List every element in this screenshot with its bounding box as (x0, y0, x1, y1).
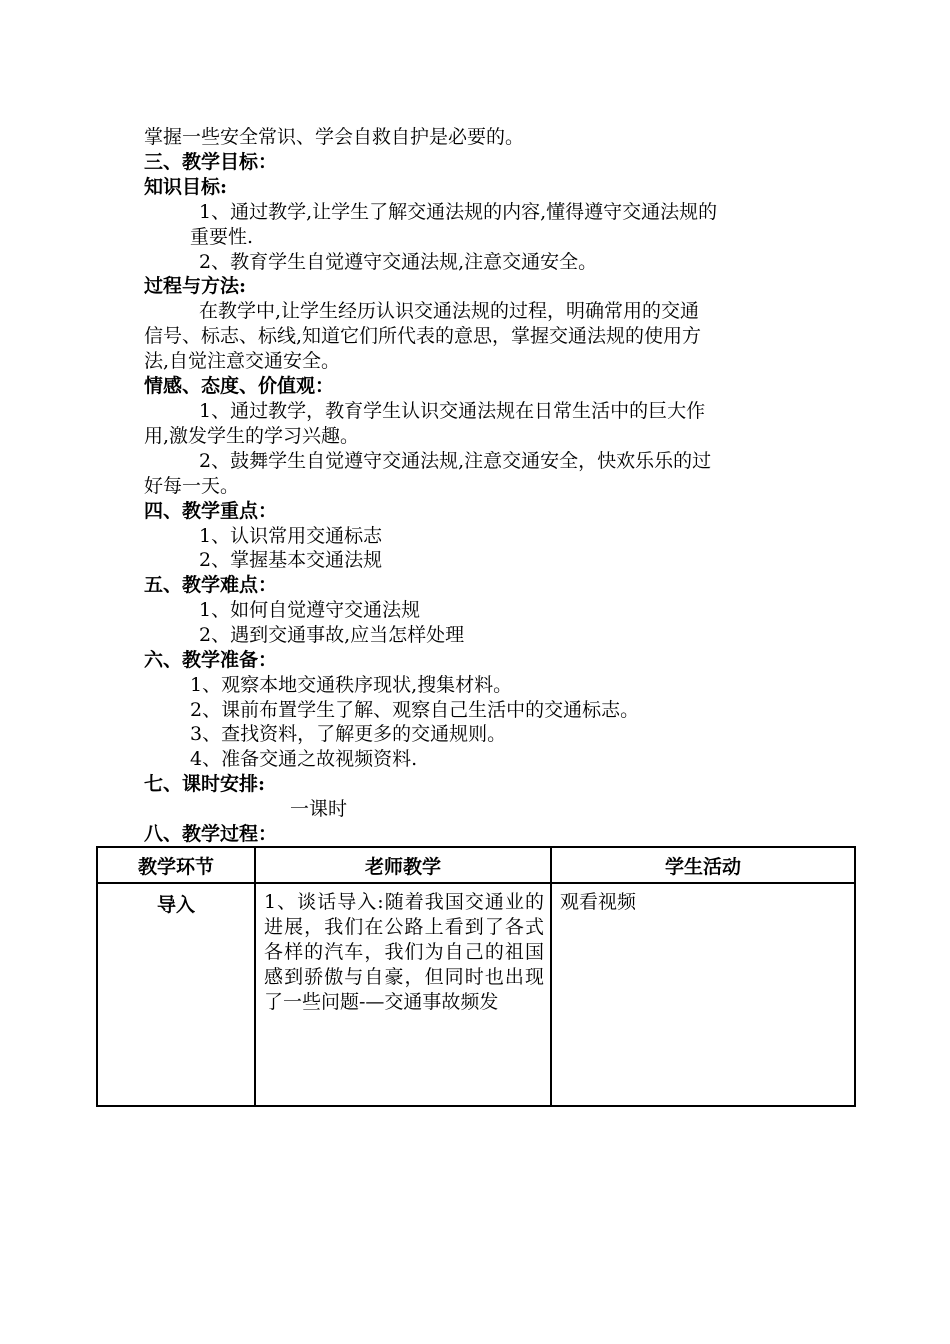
focus-item-2: 2、掌握基本交通法规 (199, 549, 383, 571)
knowledge-goals-heading: 知识目标: (144, 176, 228, 198)
section-3-heading: 三、教学目标： (144, 151, 278, 173)
knowledge-goal-2: 2、教育学生自觉遵守交通法规,注意交通安全。 (199, 251, 598, 273)
difficulty-item-1: 1、如何自觉遵守交通法规 (199, 599, 421, 621)
cell-teacher: 1、谈话导入:随着我国交通业的进展，我们在公路上看到了各式各样的汽车，我们为自己的祖国感到骄傲与自豪，但同时也出现了一些问题-—交通事故频发 (255, 883, 551, 1106)
section-8-heading: 八、教学过程： (144, 823, 278, 845)
focus-item-1: 1、认识常用交通标志 (199, 525, 383, 547)
cell-stage: 导入 (97, 883, 255, 1106)
process-line-3: 法,自觉注意交通安全。 (144, 350, 341, 372)
knowledge-goal-1-line-2: 重要性. (190, 226, 254, 248)
preparation-item-4: 4、准备交通之故视频资料. (190, 748, 418, 770)
intro-line: 掌握一些安全常识、学会自救自护是必要的。 (144, 126, 525, 148)
preparation-item-2: 2、课前布置学生了解、观察自己生活中的交通标志。 (190, 699, 640, 721)
header-teacher: 老师教学 (255, 847, 551, 883)
header-student: 学生活动 (551, 847, 855, 883)
emotion-values-heading: 情感、态度、价值观： (144, 375, 335, 397)
process-methods-heading: 过程与方法: (144, 275, 247, 297)
section-7-heading: 七、课时安排: (144, 773, 266, 795)
knowledge-goal-1-line-1: 1、通过教学,让学生了解交通法规的内容,懂得遵守交通法规的 (199, 201, 718, 223)
emotion-goal-1-line-2: 用,激发学生的学习兴趣。 (144, 425, 360, 447)
emotion-goal-1-line-1: 1、通过教学，教育学生认识交通法规在日常生活中的巨大作 (199, 400, 706, 422)
emotion-goal-2-line-2: 好每一天。 (144, 475, 240, 497)
table-row (97, 883, 855, 1106)
section-6-heading: 六、教学准备： (144, 649, 278, 671)
table-header-row (97, 847, 855, 883)
section-5-heading: 五、教学难点： (144, 574, 278, 596)
header-stage: 教学环节 (97, 847, 255, 883)
teaching-process-table (96, 846, 856, 1107)
preparation-item-3: 3、查找资料，了解更多的交通规则。 (190, 723, 507, 745)
preparation-item-1: 1、观察本地交通秩序现状,搜集材料。 (190, 674, 513, 696)
emotion-goal-2-line-1: 2、鼓舞学生自觉遵守交通法规,注意交通安全，快欢乐乐的过 (199, 450, 712, 472)
class-hours-value: 一课时 (290, 798, 348, 820)
section-4-heading: 四、教学重点： (144, 500, 278, 522)
cell-student: 观看视频 (551, 883, 855, 1106)
process-line-1: 在教学中,让学生经历认识交通法规的过程，明确常用的交通 (199, 300, 700, 322)
process-line-2: 信号、标志、标线,知道它们所代表的意思，掌握交通法规的使用方 (144, 325, 702, 347)
difficulty-item-2: 2、遇到交通事故,应当怎样处理 (199, 624, 465, 646)
